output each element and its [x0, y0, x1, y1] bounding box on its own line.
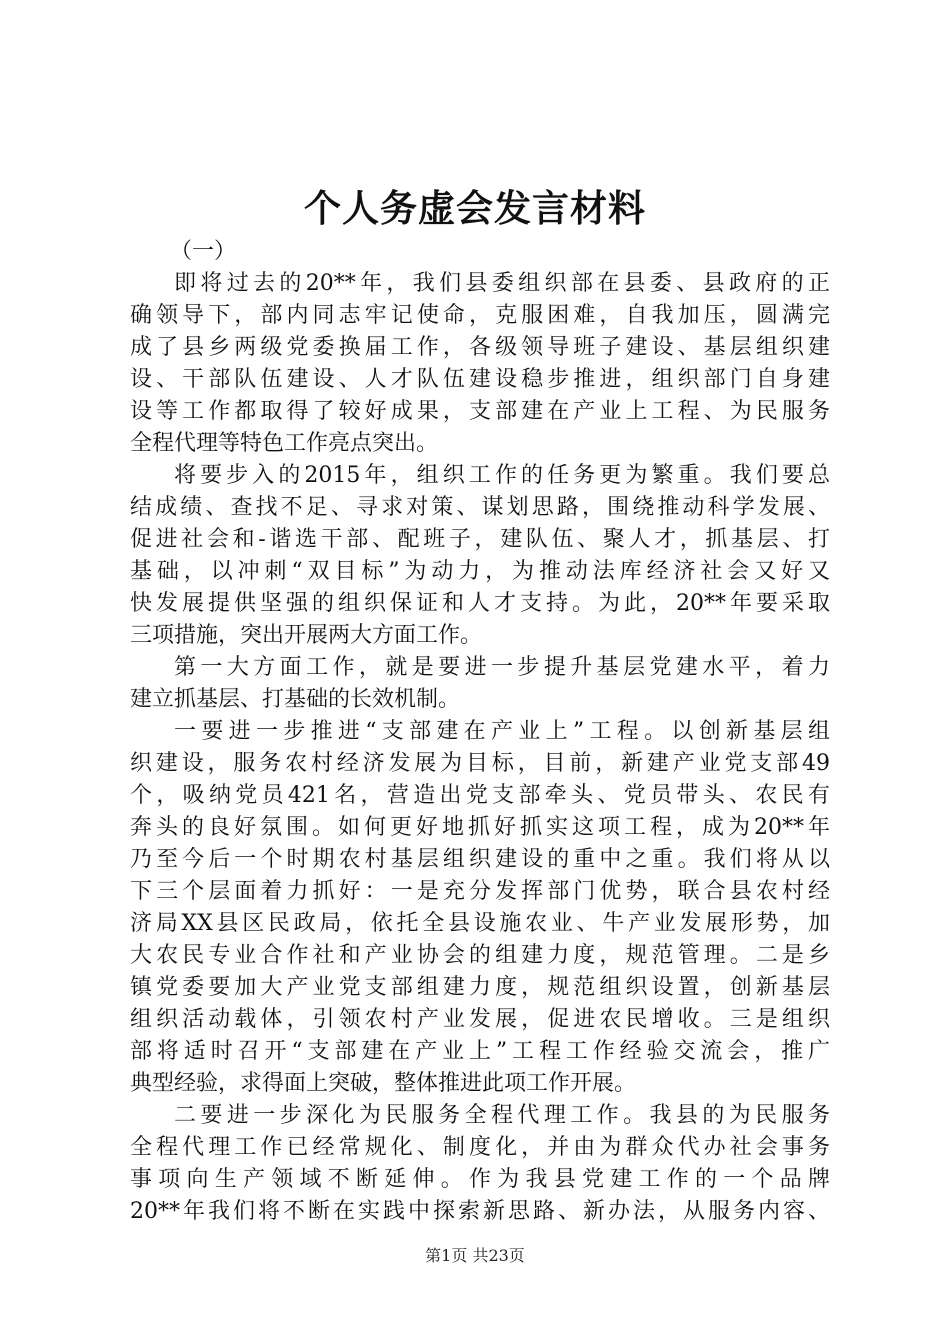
paragraph	[130, 1100, 830, 1228]
paragraph	[130, 652, 830, 716]
paragraph-line: 结成绩、查找不足、寻求对策、谋划思路，围绕推动科学发展、	[130, 495, 830, 520]
paragraph-line: 大农民专业合作社和产业协会的组建力度，规范管理。二是乡	[130, 943, 830, 968]
paragraph-line: 个，吸纳党员421名，营造出党支部牵头、党员带头、农民有	[130, 783, 830, 808]
paragraph-line: 设等工作都取得了较好成果，支部建在产业上工程、为民服务	[130, 399, 830, 424]
document-title: 个人务虚会发言材料	[304, 186, 646, 230]
paragraph-line: 全程代理等特色工作亮点突出。	[130, 431, 439, 456]
paragraph-line: 即将过去的20**年，我们县委组织部在县委、县政府的正	[174, 271, 830, 296]
paragraph	[130, 460, 830, 652]
section-mark: （一）	[170, 239, 237, 264]
paragraph-line: 镇党委要加大产业党支部组建力度，规范组织设置，创新基层	[130, 975, 830, 1000]
paragraph-line: 促进社会和-谐选干部、配班子，建队伍、聚人才，抓基层、打	[130, 527, 830, 552]
paragraph-line: 下三个层面着力抓好：一是充分发挥部门优势，联合县农村经	[130, 879, 830, 904]
paragraph	[130, 268, 830, 460]
paragraph-line: 织建设，服务农村经济发展为目标，目前，新建产业党支部49	[130, 751, 830, 776]
paragraph-line: 成了县乡两级党委换届工作，各级领导班子建设、基层组织建	[130, 335, 830, 360]
paragraph-line: 基础，以冲刺“双目标”为动力，为推动法库经济社会又好又	[130, 559, 830, 584]
paragraph-line: 二要进一步深化为民服务全程代理工作。我县的为民服务	[174, 1103, 830, 1128]
paragraph-line: 济局XX县区民政局，依托全县设施农业、牛产业发展形势，加	[130, 911, 830, 936]
paragraph-line: 确领导下，部内同志牢记使命，克服困难，自我加压，圆满完	[130, 303, 830, 328]
paragraph-line: 全程代理工作已经常规化、制度化，并由为群众代办社会事务	[130, 1135, 830, 1160]
paragraph-line: 第一大方面工作，就是要进一步提升基层党建水平，着力	[174, 655, 830, 680]
paragraph-line: 建立抓基层、打基础的长效机制。	[130, 687, 461, 712]
paragraph-line: 典型经验，求得面上突破，整体推进此项工作开展。	[130, 1071, 637, 1096]
paragraph-line: 乃至今后一个时期农村基层组织建设的重中之重。我们将从以	[130, 847, 830, 872]
paragraph-line: 20**年我们将不断在实践中探索新思路、新办法，从服务内容、	[130, 1199, 830, 1224]
paragraph-line: 快发展提供坚强的组织保证和人才支持。为此，20**年要采取	[130, 591, 830, 616]
paragraph-line: 奔头的良好氛围。如何更好地抓好抓实这项工程，成为20**年	[130, 815, 830, 840]
page-footer: 第1页 共23页	[425, 1246, 525, 1265]
paragraph	[130, 716, 830, 1100]
paragraph-line: 事项向生产领域不断延伸。作为我县党建工作的一个品牌	[130, 1167, 830, 1192]
paragraph-line: 三项措施，突出开展两大方面工作。	[130, 623, 483, 648]
paragraph-line: 部将适时召开“支部建在产业上”工程工作经验交流会，推广	[130, 1039, 830, 1064]
paragraph-line: 设、干部队伍建设、人才队伍建设稳步推进，组织部门自身建	[130, 367, 830, 392]
paragraph-line: 组织活动载体，引领农村产业发展，促进农民增收。三是组织	[130, 1007, 830, 1032]
document-body	[130, 236, 830, 1228]
paragraph-line: 一要进一步推进“支部建在产业上”工程。以创新基层组	[174, 719, 830, 744]
paragraph-line: 将要步入的2015年，组织工作的任务更为繁重。我们要总	[174, 463, 830, 488]
